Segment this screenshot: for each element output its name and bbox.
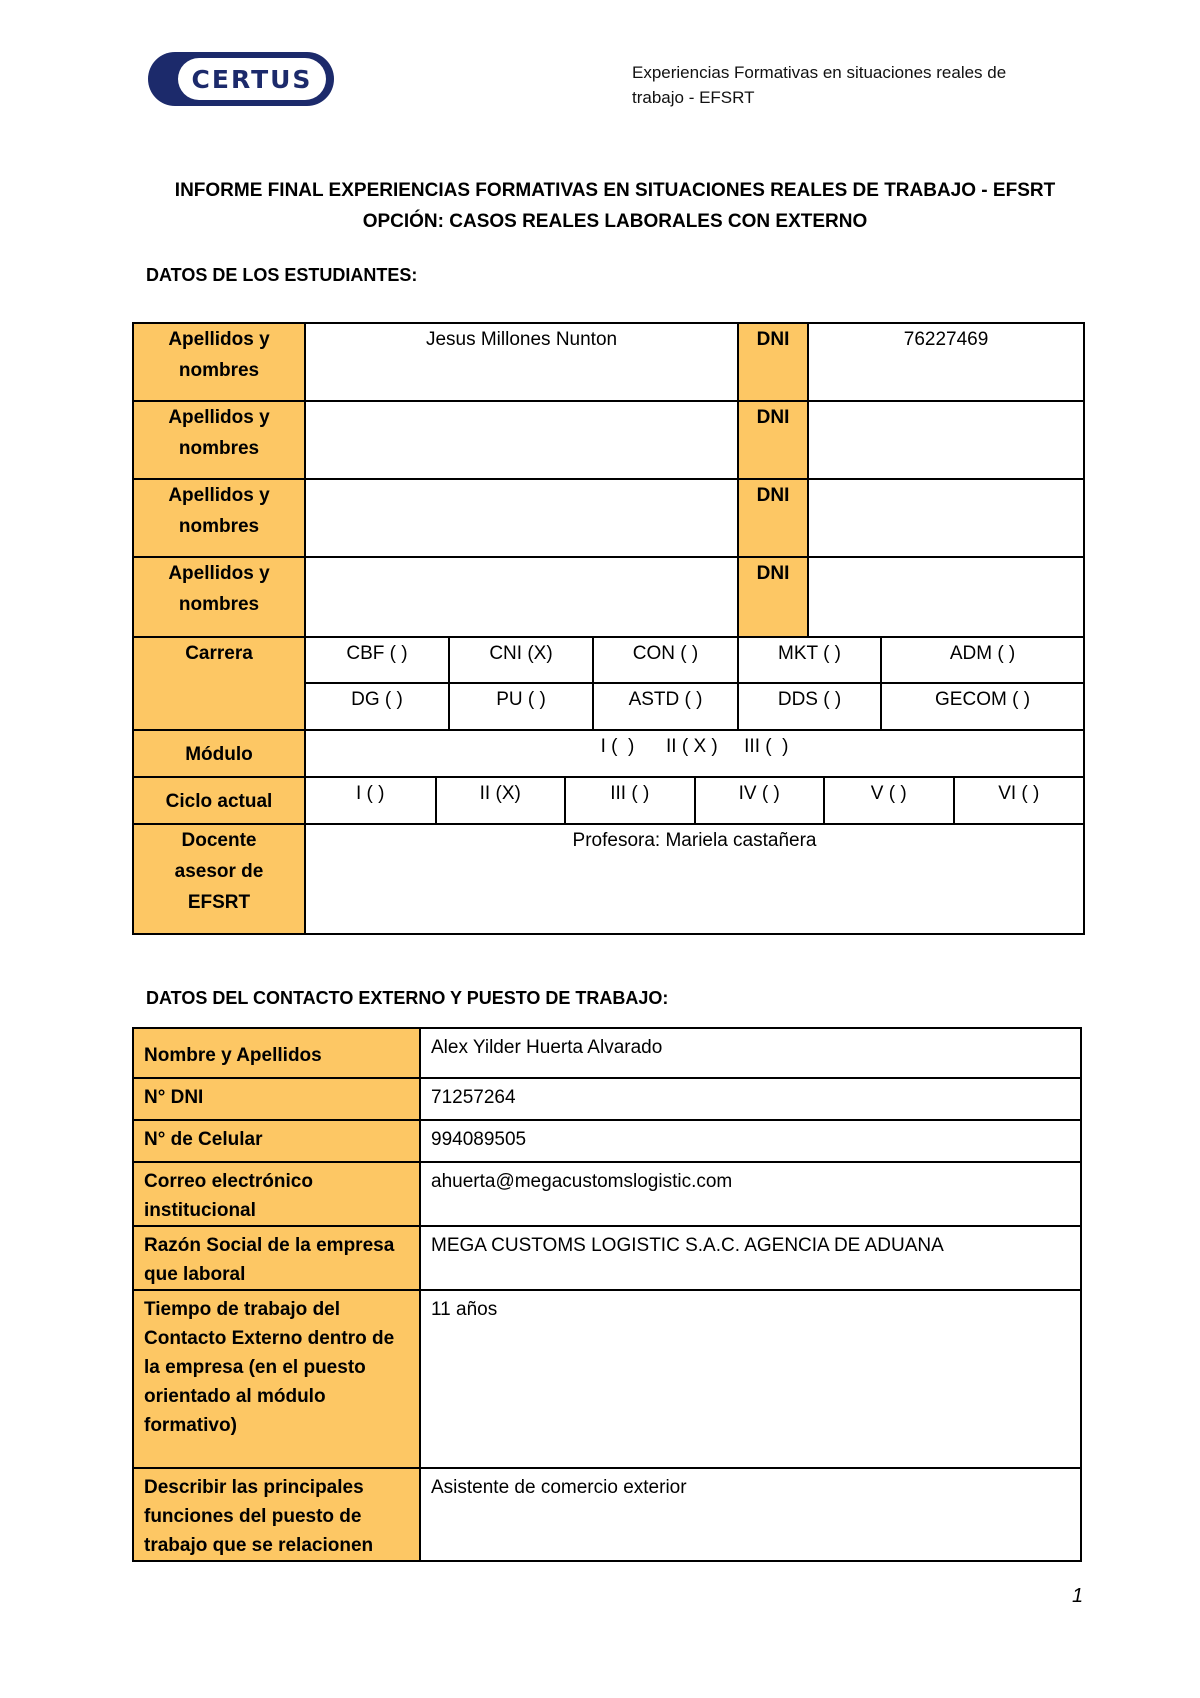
carrera-option: MKT ( ) <box>738 637 881 683</box>
contact-row <box>133 1078 1081 1120</box>
students-section-heading: DATOS DE LOS ESTUDIANTES: <box>146 265 418 285</box>
contact-label: Tiempo de trabajo del Contacto Externo dentro de la empresa (en el puesto orientado al módulo formativo) <box>133 1290 420 1468</box>
student-dni-value <box>808 479 1084 557</box>
carrera-label: Carrera <box>133 637 305 730</box>
student-dni-label: DNI <box>738 401 808 479</box>
document-title <box>140 175 1090 237</box>
students-table <box>132 322 1085 935</box>
carrera-option: CBF ( ) <box>305 637 449 683</box>
carrera-option: PU ( ) <box>449 683 593 730</box>
student-dni-value: 76227469 <box>808 323 1084 401</box>
student-name-value <box>305 479 738 557</box>
contact-row <box>133 1290 1081 1468</box>
docente-value: Profesora: Mariela castañera <box>305 824 1084 934</box>
student-dni-label: DNI <box>738 479 808 557</box>
contact-value: Alex Yilder Huerta Alvarado <box>420 1028 1081 1078</box>
carrera-option: DDS ( ) <box>738 683 881 730</box>
carrera-option: ADM ( ) <box>881 637 1084 683</box>
docente-label: Docente asesor de EFSRT <box>133 824 305 934</box>
ciclo-options-cell <box>305 777 1084 824</box>
contact-value: 994089505 <box>420 1120 1081 1162</box>
modulo-label: Módulo <box>133 730 305 777</box>
student-dni-label: DNI <box>738 557 808 637</box>
contact-row <box>133 1226 1081 1290</box>
page-number: 1 <box>1072 1585 1084 1607</box>
contact-label: Correo electrónico institucional <box>133 1162 420 1226</box>
student-row <box>133 323 1084 401</box>
contact-label: N° de Celular <box>133 1120 420 1162</box>
modulo-value: I ( ) II ( X ) III ( ) <box>305 730 1084 777</box>
ciclo-option: V ( ) <box>824 778 954 823</box>
document-title-line-1: INFORME FINAL EXPERIENCIAS FORMATIVAS EN SITUACIONES REALES DE TRABAJO - EFSRT <box>174 180 1056 201</box>
ciclo-label: Ciclo actual <box>133 777 305 824</box>
document-title-line-2: OPCIÓN: CASOS REALES LABORALES CON EXTERNO <box>362 211 868 232</box>
carrera-option: GECOM ( ) <box>881 683 1084 730</box>
docente-row <box>133 824 1084 934</box>
contact-table <box>132 1027 1082 1562</box>
student-row <box>133 401 1084 479</box>
student-dni-label: DNI <box>738 323 808 401</box>
student-name-value <box>305 401 738 479</box>
student-dni-value <box>808 557 1084 637</box>
contact-row <box>133 1468 1081 1561</box>
ciclo-option: VI ( ) <box>998 783 1040 804</box>
header-note-line-1: Experiencias Formativas en situaciones reales de <box>632 63 1007 82</box>
carrera-option: CON ( ) <box>593 637 738 683</box>
ciclo-option: IV ( ) <box>695 778 825 823</box>
ciclo-option: I ( ) <box>306 778 436 823</box>
contact-value: MEGA CUSTOMS LOGISTIC S.A.C. AGENCIA DE ADUANA <box>420 1226 1081 1290</box>
contact-value: ahuerta@megacustomslogistic.com <box>420 1162 1081 1226</box>
carrera-option: ASTD ( ) <box>593 683 738 730</box>
modulo-row <box>133 730 1084 777</box>
ciclo-row <box>133 777 1084 824</box>
ciclo-option: II (X) <box>436 778 566 823</box>
certus-logo-text: CERTUS <box>191 64 313 94</box>
contact-label: Razón Social de la empresa que laboral <box>133 1226 420 1290</box>
student-name-value: Jesus Millones Nunton <box>305 323 738 401</box>
carrera-row <box>133 637 1084 683</box>
contact-row <box>133 1028 1081 1078</box>
student-name-label: Apellidos y nombres <box>133 557 305 637</box>
contact-value: 11 años <box>420 1290 1081 1468</box>
student-name-value <box>305 557 738 637</box>
header-note-line-2: trabajo - EFSRT <box>632 88 755 107</box>
contact-value: Asistente de comercio exterior <box>420 1468 1081 1561</box>
ciclo-options-table <box>306 778 1083 823</box>
header-note <box>632 60 1072 110</box>
contact-label: Describir las principales funciones del puesto de trabajo que se relacionen <box>133 1468 420 1561</box>
ciclo-option: III ( ) <box>565 778 695 823</box>
student-name-label: Apellidos y nombres <box>133 479 305 557</box>
carrera-option: DG ( ) <box>305 683 449 730</box>
certus-logo <box>148 52 334 106</box>
student-name-label: Apellidos y nombres <box>133 401 305 479</box>
contact-label: Nombre y Apellidos <box>133 1028 420 1078</box>
certus-logo-badge <box>178 58 326 100</box>
student-dni-value <box>808 401 1084 479</box>
contact-label: N° DNI <box>133 1078 420 1120</box>
carrera-option: CNI (X) <box>449 637 593 683</box>
student-row <box>133 479 1084 557</box>
contact-row <box>133 1162 1081 1226</box>
contact-section-heading: DATOS DEL CONTACTO EXTERNO Y PUESTO DE TRABAJO: <box>146 988 669 1008</box>
student-row <box>133 557 1084 637</box>
student-name-label: Apellidos y nombres <box>133 323 305 401</box>
contact-value: 71257264 <box>420 1078 1081 1120</box>
contact-row <box>133 1120 1081 1162</box>
